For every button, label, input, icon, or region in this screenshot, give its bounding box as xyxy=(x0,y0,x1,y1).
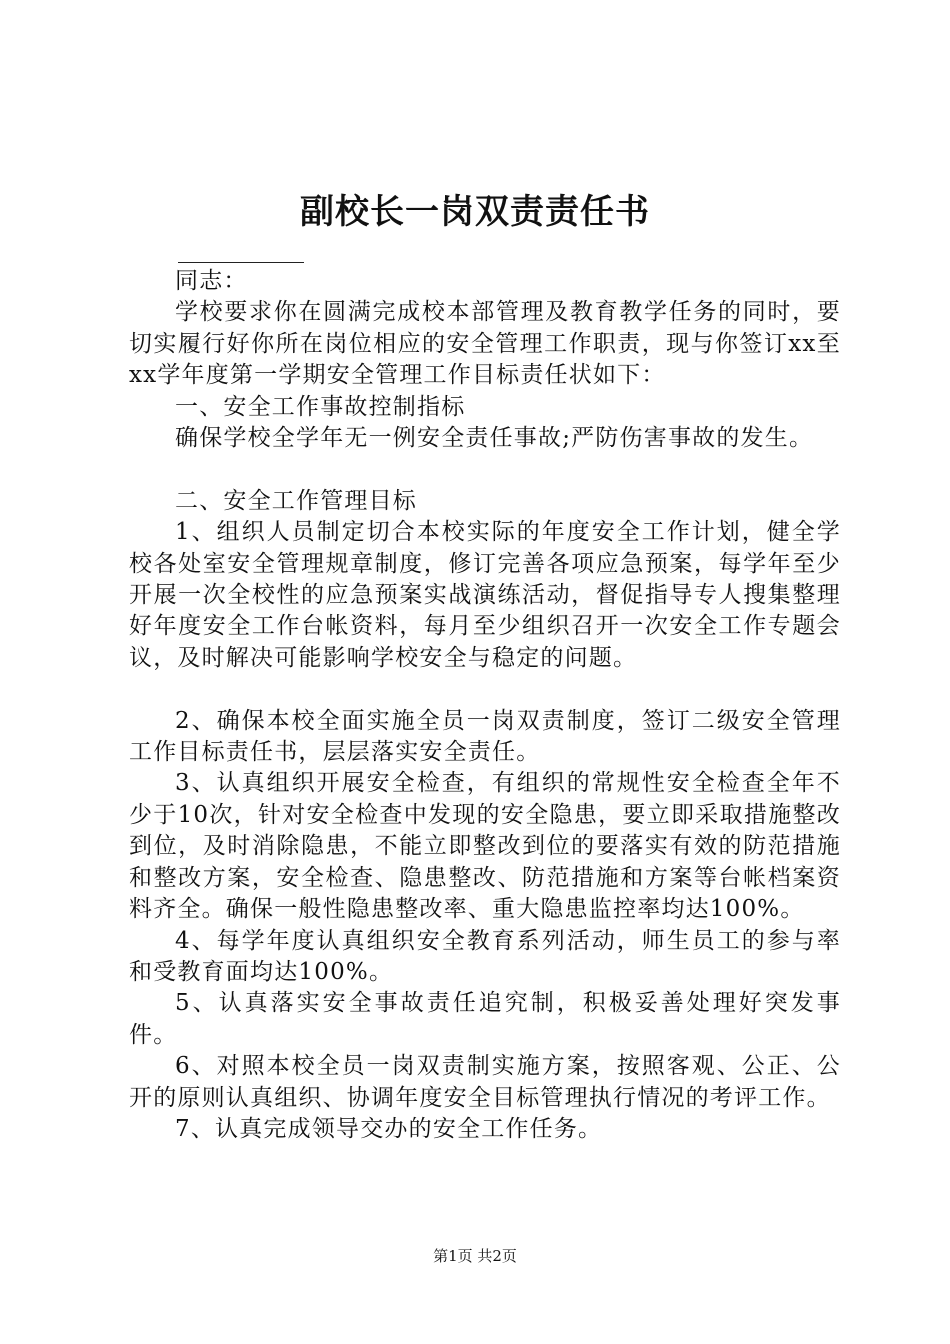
goal-item-4: 4、每学年度认真组织安全教育系列活动，师生员工的参与率和受教育面均达100%。 xyxy=(129,927,841,985)
goal-item-3: 3、认真组织开展安全检查，有组织的常规性安全检查全年不少于10次，针对安全检查中发现的安全隐患，要立即采取措施整改到位，及时消除隐患，不能立即整改到位的要落实有效的防范措施和整改方案，安全检查、隐患整改、防范措施和方案等台帐档案资料齐全。确保一般性隐患整改率、重大隐患监控率均达100%。 xyxy=(129,770,841,923)
goal-item-2: 2、确保本校全面实施全员一岗双责制度，签订二级安全管理工作目标责任书，层层落实安全责任。 xyxy=(129,707,841,766)
goal-item-6: 6、对照本校全员一岗双责制实施方案，按照客观、公正、公开的原则认真组织、协调年度安全目标管理执行情况的考评工作。 xyxy=(129,1053,841,1111)
document-body xyxy=(129,266,841,1145)
intro-paragraph: 学校要求你在圆满完成校本部管理及教育教学任务的同时，要切实履行好你所在岗位相应的安全管理工作职责，现与你签订xx至xx学年度第一学期安全管理工作目标责任状如下： xyxy=(129,299,841,389)
goal-item-1: 1、组织人员制定切合本校实际的年度安全工作计划，健全学校各处室安全管理规章制度，修订完善各项应急预案，每学年至少开展一次全校性的应急预案实战演练活动，督促指导专人搜集整理好年度安全工作台帐资料，每月至少组织召开一次安全工作专题会议，及时解决可能影响学校安全与稳定的问题。 xyxy=(129,519,841,671)
document-title: 副校长一岗双责责任书 xyxy=(300,192,650,232)
paragraph-spacer xyxy=(129,454,841,485)
salutation: 同志： xyxy=(175,268,248,294)
goal-item-5: 5、认真落实安全事故责任追究制，积极妥善处理好突发事件。 xyxy=(129,990,841,1048)
section-heading-accident-control: 一、安全工作事故控制指标 xyxy=(175,393,466,420)
goal-item-7: 7、认真完成领导交办的安全工作任务。 xyxy=(175,1115,603,1142)
recipient-name-blank xyxy=(178,262,304,263)
section-heading-management-goals: 二、安全工作管理目标 xyxy=(175,487,417,514)
paragraph-spacer xyxy=(129,674,841,705)
page-number-footer: 第1页 共2页 xyxy=(433,1247,517,1265)
accident-control-paragraph: 确保学校全学年无一例安全责任事故;严防伤害事故的发生。 xyxy=(175,425,814,452)
